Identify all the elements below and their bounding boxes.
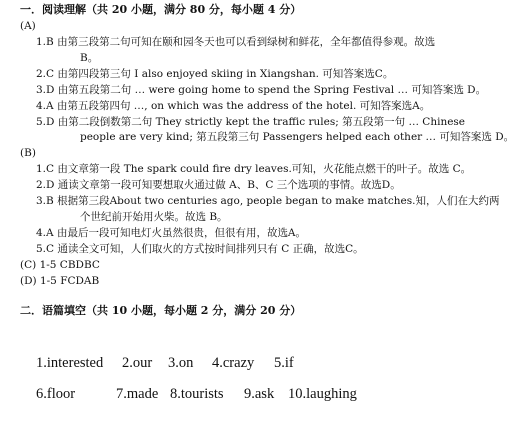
- part-d-answers: (D) 1-5 FCDAB: [20, 275, 100, 287]
- part-a-item-4: 4.A 由第五段第四句 …, on which was the address of the hotel. 可知答案选A。: [36, 100, 431, 112]
- part-b-item-1: 1.C 由文章第一段 The spark could fire dry leaves.可知，火花能点燃干的叶子。故选 C。: [36, 163, 472, 175]
- section1-heading: 一．阅读理解（共 20 小题，满分 80 分，每小题 4 分）: [20, 3, 302, 16]
- answer-6: 6.floor: [36, 386, 76, 402]
- part-a-item-3: 3.D 由第五段第二句 … were going home to spend the Spring Festival … 可知答案选 D。: [36, 84, 487, 96]
- part-a-item-5-line1: 5.D 由第二段倒数第二句 They strictly kept the traffic rules; 第五段第一句 … Chinese: [36, 116, 466, 128]
- answer-3: 3.on: [168, 355, 194, 371]
- answer-7: 7.made: [116, 386, 159, 402]
- answer-9: 9.ask: [244, 386, 275, 402]
- answer-2: 2.our: [122, 355, 153, 371]
- section2-heading: 二．语篇填空（共 10 小题，每小题 2 分，满分 20 分）: [20, 304, 302, 317]
- answer-8: 8.tourists: [170, 386, 224, 402]
- part-a-item-2: 2.C 由第四段第三句 I also enjoyed skiing in Xiangshan. 可知答案选C。: [36, 68, 394, 80]
- part-b-item-2: 2.D 通读文章第一段可知要想取火通过做 A、B、C 三个选项的事情。故选D。: [36, 179, 401, 191]
- part-c-answers: (C) 1-5 CBDBC: [20, 259, 100, 271]
- answer-10: 10.laughing: [288, 386, 357, 402]
- part-b-item-3-line1: 3.B 根据第三段About two centuries ago, people began to make matches.知，人们在大约两: [36, 195, 500, 207]
- answer-5: 5.if: [274, 355, 294, 371]
- part-a-item-5-line2: people are very kind; 第五段第三句 Passengers helped each other … 可知答案选 D。: [80, 131, 514, 143]
- part-a-item-1-line1: 1.B 由第三段第二句可知在颐和园冬天也可以看到绿树和鲜花，全年都值得参观。故选: [36, 36, 436, 48]
- part-a-label: (A): [20, 20, 36, 32]
- part-b-item-5: 5.C 通读全文可知，人们取火的方式按时间排列只有 C 正确，故选C。: [36, 243, 364, 255]
- part-b-label: (B): [20, 147, 36, 159]
- part-b-item-4: 4.A 由最后一段可知电灯火虽然很贵，但很有用，故选A。: [36, 227, 307, 239]
- answer-1: 1.interested: [36, 355, 104, 371]
- part-b-item-3-line2: 个世纪前开始用火柴。故选 B。: [80, 211, 228, 223]
- answer-4: 4.crazy: [212, 355, 255, 371]
- part-a-item-1-line2: B。: [80, 52, 99, 64]
